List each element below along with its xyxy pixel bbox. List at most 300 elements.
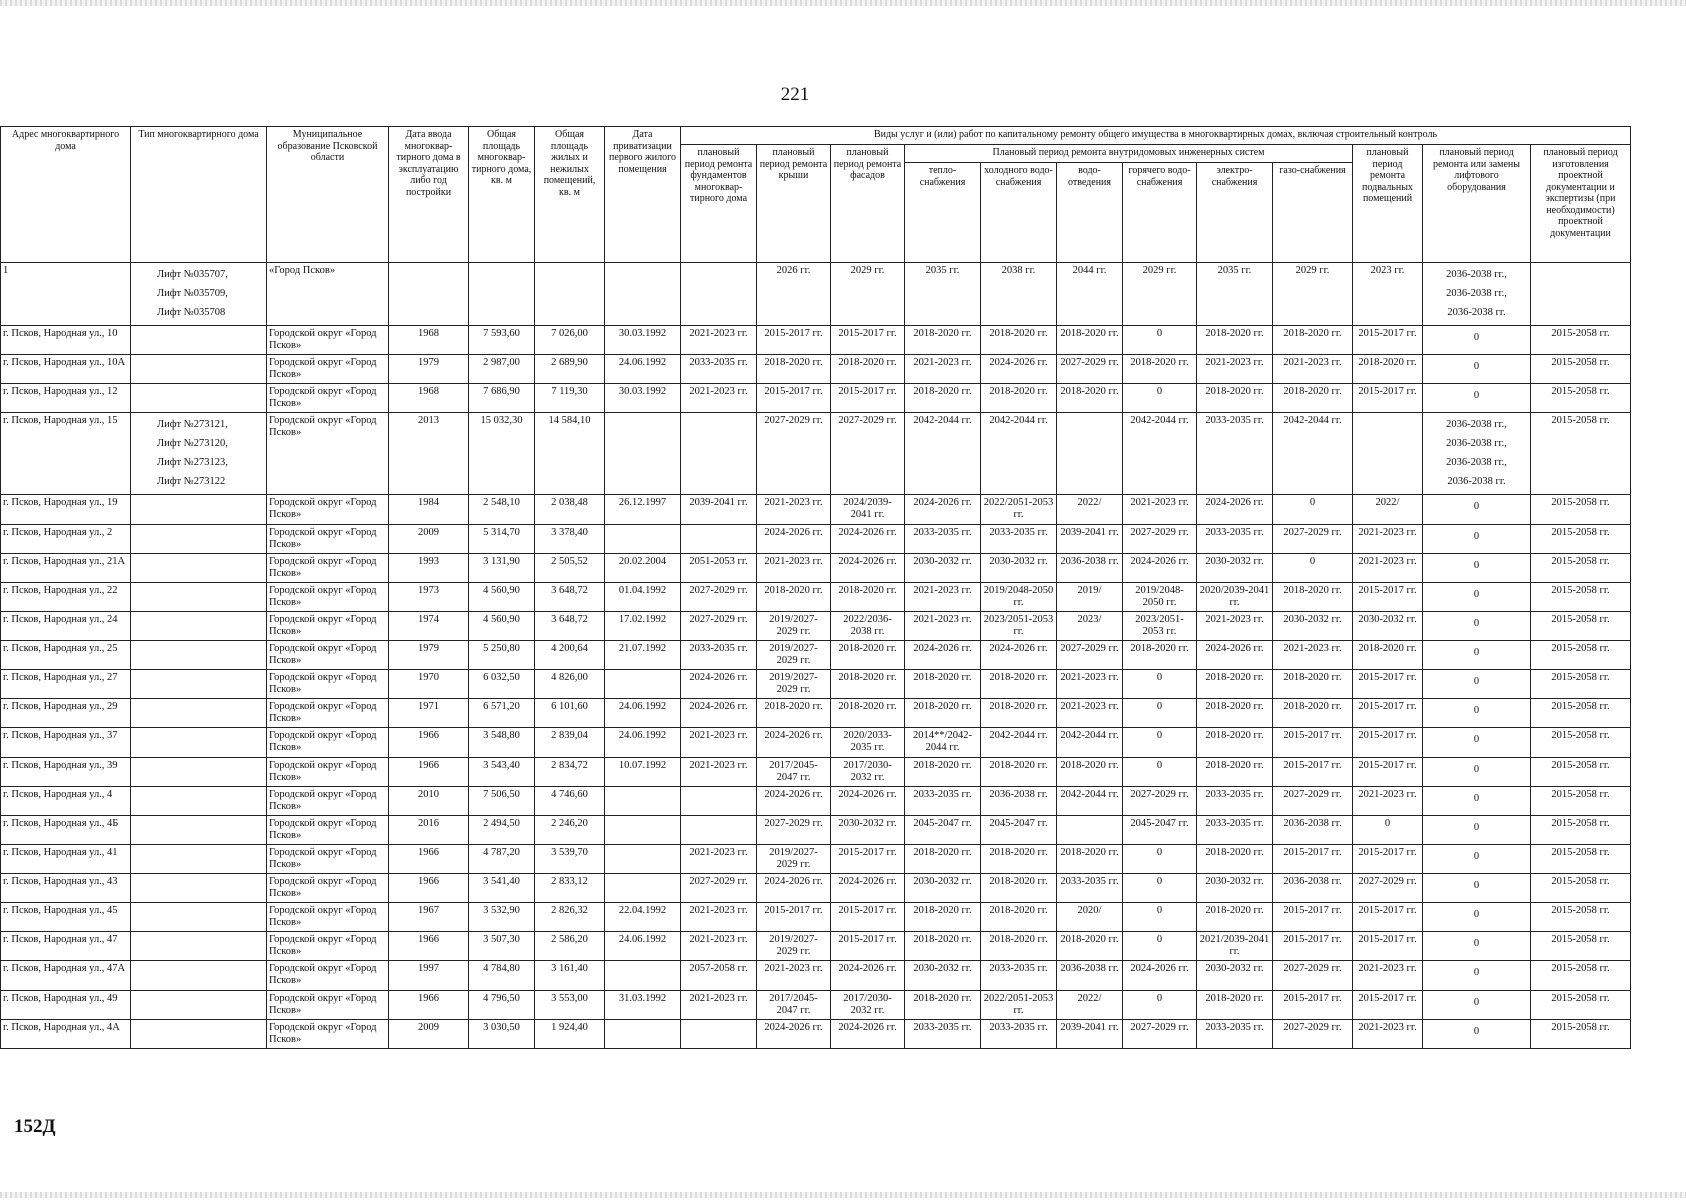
cell-docs: 2015-2058 гг. — [1531, 611, 1631, 640]
scan-edge-top — [0, 0, 1686, 6]
cell-type — [131, 413, 267, 495]
cell-elec: 2020/2039-2041 гг. — [1197, 582, 1273, 611]
cell-mun: Городской округ «Город Псков» — [267, 670, 389, 699]
cell-docs: 2015-2058 гг. — [1531, 355, 1631, 384]
table-row — [1, 728, 1631, 757]
cell-type — [131, 582, 267, 611]
cell-addr: г. Псков, Народная ул., 10 — [1, 326, 131, 355]
cell-hot: 0 — [1123, 932, 1197, 961]
cell-base: 2015-2017 гг. — [1353, 844, 1423, 873]
cell-sewer: 2036-2038 гг. — [1057, 961, 1123, 990]
elevator-period: 0 — [1473, 938, 1480, 950]
cell-elec: 2018-2020 гг. — [1197, 384, 1273, 413]
cell-total: 3 541,40 — [469, 874, 535, 903]
cell-total: 7 506,50 — [469, 786, 535, 815]
cell-year: 1979 — [389, 355, 469, 384]
cell-mun: Городской округ «Город Псков» — [267, 495, 389, 524]
cell-total: 3 131,90 — [469, 553, 535, 582]
cell-living: 3 648,72 — [535, 582, 605, 611]
cell-sewer: 2039-2041 гг. — [1057, 524, 1123, 553]
table-row — [1, 757, 1631, 786]
cell-elec: 2018-2020 гг. — [1197, 670, 1273, 699]
cell-living: 2 505,52 — [535, 553, 605, 582]
cell-cold: 2018-2020 гг. — [981, 932, 1057, 961]
cell-heat: 2030-2032 гг. — [905, 553, 981, 582]
cell-lift — [1423, 326, 1531, 355]
cell-roof: 2027-2029 гг. — [757, 815, 831, 844]
cell-found: 2021-2023 гг. — [681, 384, 757, 413]
cell-roof: 2024-2026 гг. — [757, 524, 831, 553]
cell-base: 2015-2017 гг. — [1353, 582, 1423, 611]
cell-total: 6 571,20 — [469, 699, 535, 728]
cell-elec: 2030-2032 гг. — [1197, 874, 1273, 903]
cell-facade: 2024-2026 гг. — [831, 553, 905, 582]
cell-priv — [605, 413, 681, 495]
cell-found: 2024-2026 гг. — [681, 699, 757, 728]
cell-cold: 2019/2048-2050 гг. — [981, 582, 1057, 611]
cell-elec: 2018-2020 гг. — [1197, 990, 1273, 1019]
cell-heat: 2018-2020 гг. — [905, 670, 981, 699]
cell-elec: 2033-2035 гг. — [1197, 524, 1273, 553]
cell-lift — [1423, 524, 1531, 553]
cell-living: 2 689,90 — [535, 355, 605, 384]
elevator-period: 2036-2038 гг., — [1446, 288, 1507, 299]
cell-found: 2033-2035 гг. — [681, 641, 757, 670]
cell-docs: 2015-2058 гг. — [1531, 961, 1631, 990]
cell-hot: 2029 гг. — [1123, 263, 1197, 326]
cell-type — [131, 670, 267, 699]
cell-hot: 2021-2023 гг. — [1123, 495, 1197, 524]
cell-cold: 2033-2035 гг. — [981, 1019, 1057, 1048]
cell-cold: 2033-2035 гг. — [981, 524, 1057, 553]
cell-lift — [1423, 990, 1531, 1019]
cell-lift — [1423, 413, 1531, 495]
elevator-period: 0 — [1473, 880, 1480, 891]
header-roof: плановый период ремонта крыши — [757, 145, 831, 263]
cell-found: 2021-2023 гг. — [681, 844, 757, 873]
cell-hot: 2027-2029 гг. — [1123, 524, 1197, 553]
cell-base: 2015-2017 гг. — [1353, 728, 1423, 757]
elevator-id: Лифт №035708 — [157, 307, 226, 318]
cell-base: 2015-2017 гг. — [1353, 990, 1423, 1019]
cell-cold: 2024-2026 гг. — [981, 355, 1057, 384]
elevator-period: 0 — [1473, 361, 1480, 373]
cell-lift — [1423, 611, 1531, 640]
cell-roof: 2021-2023 гг. — [757, 495, 831, 524]
cell-type — [131, 355, 267, 384]
cell-hot: 2024-2026 гг. — [1123, 553, 1197, 582]
table-row — [1, 355, 1631, 384]
cell-sewer: 2039-2041 гг. — [1057, 1019, 1123, 1048]
cell-hot: 2027-2029 гг. — [1123, 786, 1197, 815]
cell-cold: 2024-2026 гг. — [981, 641, 1057, 670]
cell-roof: 2021-2023 гг. — [757, 553, 831, 582]
cell-sewer: 2022/ — [1057, 990, 1123, 1019]
cell-hot: 0 — [1123, 757, 1197, 786]
cell-priv: 22.04.1992 — [605, 903, 681, 932]
cell-heat: 2021-2023 гг. — [905, 611, 981, 640]
cell-total: 4 560,90 — [469, 611, 535, 640]
cell-sewer: 2042-2044 гг. — [1057, 728, 1123, 757]
cell-lift — [1423, 903, 1531, 932]
cell-docs: 2015-2058 гг. — [1531, 582, 1631, 611]
scan-edge-bottom — [0, 1192, 1686, 1198]
cell-heat: 2024-2026 гг. — [905, 495, 981, 524]
cell-elec: 2030-2032 гг. — [1197, 961, 1273, 990]
cell-priv: 20.02.2004 — [605, 553, 681, 582]
cell-addr: г. Псков, Народная ул., 49 — [1, 990, 131, 1019]
cell-year: 1966 — [389, 932, 469, 961]
cell-heat: 2030-2032 гг. — [905, 874, 981, 903]
cell-docs: 2015-2058 гг. — [1531, 815, 1631, 844]
cell-year: 1966 — [389, 874, 469, 903]
cell-found: 2021-2023 гг. — [681, 903, 757, 932]
cell-cold: 2033-2035 гг. — [981, 961, 1057, 990]
cell-total: 4 784,80 — [469, 961, 535, 990]
cell-lift — [1423, 641, 1531, 670]
cell-year: 1974 — [389, 611, 469, 640]
cell-type — [131, 990, 267, 1019]
cell-mun: Городской округ «Город Псков» — [267, 903, 389, 932]
cell-elec: 2035 гг. — [1197, 263, 1273, 326]
cell-sewer: 2022/ — [1057, 495, 1123, 524]
cell-roof: 2019/2027-2029 гг. — [757, 932, 831, 961]
cell-mun: Городской округ «Город Псков» — [267, 844, 389, 873]
cell-living: 14 584,10 — [535, 413, 605, 495]
cell-gas: 2036-2038 гг. — [1273, 874, 1353, 903]
cell-year: 1971 — [389, 699, 469, 728]
table-row — [1, 874, 1631, 903]
cell-total: 3 548,80 — [469, 728, 535, 757]
cell-facade: 2018-2020 гг. — [831, 670, 905, 699]
elevator-period: 0 — [1473, 705, 1480, 717]
cell-gas: 2042-2044 гг. — [1273, 413, 1353, 495]
cell-type — [131, 932, 267, 961]
cell-mun: Городской округ «Город Псков» — [267, 582, 389, 611]
table-row — [1, 1019, 1631, 1048]
cell-year: 2009 — [389, 1019, 469, 1048]
cell-cold: 2045-2047 гг. — [981, 815, 1057, 844]
table-row — [1, 990, 1631, 1019]
cell-gas: 2015-2017 гг. — [1273, 757, 1353, 786]
cell-found: 2021-2023 гг. — [681, 990, 757, 1019]
elevator-id: Лифт №273120, — [157, 438, 228, 450]
cell-mun: Городской округ «Город Псков» — [267, 553, 389, 582]
cell-heat: 2033-2035 гг. — [905, 1019, 981, 1048]
cell-sewer: 2018-2020 гг. — [1057, 844, 1123, 873]
cell-elec: 2033-2035 гг. — [1197, 1019, 1273, 1048]
cell-sewer: 2018-2020 гг. — [1057, 326, 1123, 355]
header-municipality: Муниципальное образование Псковской области — [267, 127, 389, 263]
cell-cold: 2018-2020 гг. — [981, 670, 1057, 699]
cell-base: 2018-2020 гг. — [1353, 641, 1423, 670]
elevator-period: 0 — [1473, 1025, 1480, 1037]
cell-type — [131, 903, 267, 932]
cell-total: 6 032,50 — [469, 670, 535, 699]
header-foundation: плановый период ремонта фундаментов многоквар-тирного дома — [681, 145, 757, 263]
cell-year: 1967 — [389, 903, 469, 932]
cell-mun: «Город Псков» — [267, 263, 389, 326]
cell-addr: г. Псков, Народная ул., 41 — [1, 844, 131, 873]
cell-priv: 26.12.1997 — [605, 495, 681, 524]
cell-heat: 2045-2047 гг. — [905, 815, 981, 844]
cell-facade: 2018-2020 гг. — [831, 641, 905, 670]
cell-found: 2024-2026 гг. — [681, 670, 757, 699]
cell-found — [681, 413, 757, 495]
cell-living: 4 200,64 — [535, 641, 605, 670]
cell-gas: 2018-2020 гг. — [1273, 384, 1353, 413]
table-row — [1, 384, 1631, 413]
cell-gas: 2015-2017 гг. — [1273, 728, 1353, 757]
cell-found — [681, 815, 757, 844]
header-electric: электро-снабжения — [1197, 163, 1273, 263]
cell-found — [681, 786, 757, 815]
repair-schedule-table — [0, 126, 1631, 1049]
cell-roof: 2019/2027-2029 гг. — [757, 641, 831, 670]
cell-cold: 2018-2020 гг. — [981, 699, 1057, 728]
cell-base: 2022/ — [1353, 495, 1423, 524]
cell-hot: 0 — [1123, 903, 1197, 932]
cell-found: 2021-2023 гг. — [681, 757, 757, 786]
cell-lift — [1423, 786, 1531, 815]
cell-year: 1966 — [389, 990, 469, 1019]
cell-sewer: 2021-2023 гг. — [1057, 670, 1123, 699]
cell-priv — [605, 844, 681, 873]
cell-roof: 2017/2045-2047 гг. — [757, 990, 831, 1019]
header-docs: плановый период изготовления проектной документации и экспертизы (при необходимости) проектной документации — [1531, 145, 1631, 263]
cell-living: 3 648,72 — [535, 611, 605, 640]
cell-living — [535, 263, 605, 326]
cell-heat: 2018-2020 гг. — [905, 326, 981, 355]
cell-lift — [1423, 495, 1531, 524]
cell-hot: 2023/2051-2053 гг. — [1123, 611, 1197, 640]
cell-addr: г. Псков, Народная ул., 12 — [1, 384, 131, 413]
elevator-period: 0 — [1473, 792, 1480, 804]
cell-docs: 2015-2058 гг. — [1531, 384, 1631, 413]
cell-mun: Городской округ «Город Псков» — [267, 961, 389, 990]
cell-lift — [1423, 728, 1531, 757]
cell-facade: 2024-2026 гг. — [831, 961, 905, 990]
cell-year: 2016 — [389, 815, 469, 844]
table-row — [1, 553, 1631, 582]
elevator-period: 0 — [1473, 967, 1480, 979]
cell-total: 7 686,90 — [469, 384, 535, 413]
cell-facade: 2018-2020 гг. — [831, 355, 905, 384]
cell-base: 2021-2023 гг. — [1353, 553, 1423, 582]
cell-mun: Городской округ «Город Псков» — [267, 326, 389, 355]
cell-found — [681, 263, 757, 326]
cell-addr: г. Псков, Народная ул., 19 — [1, 495, 131, 524]
table-row — [1, 495, 1631, 524]
cell-living: 4 826,00 — [535, 670, 605, 699]
cell-base — [1353, 413, 1423, 495]
cell-mun: Городской округ «Город Псков» — [267, 1019, 389, 1048]
cell-mun: Городской округ «Город Псков» — [267, 874, 389, 903]
table-row — [1, 641, 1631, 670]
elevator-id: Лифт №273123, — [157, 457, 228, 469]
cell-priv — [605, 786, 681, 815]
cell-lift — [1423, 932, 1531, 961]
header-basement: плановый период ремонта подвальных помещений — [1353, 145, 1423, 263]
cell-type — [131, 961, 267, 990]
cell-gas: 2027-2029 гг. — [1273, 524, 1353, 553]
cell-mun: Городской округ «Город Псков» — [267, 413, 389, 495]
cell-elec: 2021/2039-2041 гг. — [1197, 932, 1273, 961]
cell-heat: 2018-2020 гг. — [905, 384, 981, 413]
cell-year: 1968 — [389, 326, 469, 355]
table-row — [1, 670, 1631, 699]
header-cold-water: холодного водо-снабжения — [981, 163, 1057, 263]
cell-roof: 2019/2027-2029 гг. — [757, 611, 831, 640]
cell-elec: 2018-2020 гг. — [1197, 326, 1273, 355]
table-row — [1, 844, 1631, 873]
cell-type — [131, 524, 267, 553]
cell-heat: 2042-2044 гг. — [905, 413, 981, 495]
cell-heat: 2021-2023 гг. — [905, 355, 981, 384]
cell-heat: 2018-2020 гг. — [905, 699, 981, 728]
elevator-id: Лифт №035707, — [157, 269, 228, 280]
table-row — [1, 413, 1631, 495]
elevator-period: 0 — [1473, 332, 1480, 343]
cell-roof: 2018-2020 гг. — [757, 699, 831, 728]
cell-lift — [1423, 699, 1531, 728]
cell-cold: 2018-2020 гг. — [981, 844, 1057, 873]
cell-roof: 2019/2027-2029 гг. — [757, 670, 831, 699]
cell-sewer: 2020/ — [1057, 903, 1123, 932]
cell-found: 2057-2058 гг. — [681, 961, 757, 990]
header-total-area: Общая площадь многоквар-тирного дома, кв. м — [469, 127, 535, 263]
cell-total: 4 560,90 — [469, 582, 535, 611]
cell-facade: 2017/2030-2032 гг. — [831, 757, 905, 786]
cell-cold: 2018-2020 гг. — [981, 903, 1057, 932]
cell-found: 2033-2035 гг. — [681, 355, 757, 384]
cell-facade: 2024-2026 гг. — [831, 1019, 905, 1048]
header-type: Тип многоквартирного дома — [131, 127, 267, 263]
cell-year: 1979 — [389, 641, 469, 670]
header-sewer: водо-отведения — [1057, 163, 1123, 263]
table-body — [1, 263, 1631, 1049]
cell-mun: Городской округ «Город Псков» — [267, 641, 389, 670]
cell-type — [131, 641, 267, 670]
cell-sewer: 2027-2029 гг. — [1057, 355, 1123, 384]
cell-roof: 2015-2017 гг. — [757, 384, 831, 413]
cell-facade: 2030-2032 гг. — [831, 815, 905, 844]
cell-year: 2010 — [389, 786, 469, 815]
elevator-id: Лифт №273121, — [157, 419, 228, 431]
cell-found: 2039-2041 гг. — [681, 495, 757, 524]
cell-total: 3 543,40 — [469, 757, 535, 786]
cell-gas: 2015-2017 гг. — [1273, 932, 1353, 961]
elevator-period: 2036-2038 гг., — [1446, 419, 1507, 431]
header-address: Адрес многоквартирного дома — [1, 127, 131, 263]
cell-base: 2023 гг. — [1353, 263, 1423, 326]
cell-docs: 2015-2058 гг. — [1531, 728, 1631, 757]
cell-addr: г. Псков, Народная ул., 15 — [1, 413, 131, 495]
cell-elec: 2018-2020 гг. — [1197, 903, 1273, 932]
cell-facade: 2018-2020 гг. — [831, 582, 905, 611]
cell-living: 2 839,04 — [535, 728, 605, 757]
cell-sewer: 2019/ — [1057, 582, 1123, 611]
cell-gas: 2021-2023 гг. — [1273, 641, 1353, 670]
cell-addr: г. Псков, Народная ул., 24 — [1, 611, 131, 640]
cell-docs: 2015-2058 гг. — [1531, 932, 1631, 961]
header-works-group: Виды услуг и (или) работ по капитальному ремонту общего имущества в многоквартирных домах, включая строительный контроль — [681, 127, 1631, 145]
cell-lift — [1423, 582, 1531, 611]
cell-gas: 2018-2020 гг. — [1273, 582, 1353, 611]
cell-year: 1966 — [389, 844, 469, 873]
cell-docs: 2015-2058 гг. — [1531, 641, 1631, 670]
header-year: Дата ввода многоквар-тирного дома в эксплуатацию либо год постройки — [389, 127, 469, 263]
cell-total: 2 494,50 — [469, 815, 535, 844]
table-container — [0, 126, 1631, 1049]
cell-living: 3 378,40 — [535, 524, 605, 553]
cell-addr: г. Псков, Народная ул., 4А — [1, 1019, 131, 1048]
cell-total: 15 032,30 — [469, 413, 535, 495]
cell-found: 2027-2029 гг. — [681, 611, 757, 640]
header-hot-water: горячего водо-снабжения — [1123, 163, 1197, 263]
cell-priv: 10.07.1992 — [605, 757, 681, 786]
elevator-period: 0 — [1473, 501, 1480, 513]
cell-addr: г. Псков, Народная ул., 22 — [1, 582, 131, 611]
cell-type — [131, 757, 267, 786]
cell-total: 4 787,20 — [469, 844, 535, 873]
cell-type — [131, 384, 267, 413]
cell-facade: 2015-2017 гг. — [831, 384, 905, 413]
cell-hot: 0 — [1123, 990, 1197, 1019]
cell-type — [131, 553, 267, 582]
header-systems-group: Плановый период ремонта внутридомовых инженерных систем — [905, 145, 1353, 163]
cell-roof: 2018-2020 гг. — [757, 355, 831, 384]
cell-priv: 30.03.1992 — [605, 384, 681, 413]
cell-found: 2021-2023 гг. — [681, 326, 757, 355]
cell-type — [131, 815, 267, 844]
cell-cold: 2023/2051-2053 гг. — [981, 611, 1057, 640]
cell-hot: 0 — [1123, 326, 1197, 355]
elevator-period: 2036-2038 гг., — [1446, 269, 1507, 280]
cell-type — [131, 495, 267, 524]
cell-lift — [1423, 263, 1531, 326]
cell-total: 3 507,30 — [469, 932, 535, 961]
cell-sewer: 2018-2020 гг. — [1057, 757, 1123, 786]
cell-living: 2 246,20 — [535, 815, 605, 844]
cell-living: 4 746,60 — [535, 786, 605, 815]
cell-facade: 2018-2020 гг. — [831, 699, 905, 728]
elevator-period: 0 — [1473, 617, 1480, 629]
cell-heat: 2018-2020 гг. — [905, 990, 981, 1019]
cell-priv: 17.02.1992 — [605, 611, 681, 640]
cell-addr: г. Псков, Народная ул., 29 — [1, 699, 131, 728]
cell-docs: 2015-2058 гг. — [1531, 786, 1631, 815]
cell-total: 5 250,80 — [469, 641, 535, 670]
table-row — [1, 903, 1631, 932]
cell-lift — [1423, 961, 1531, 990]
cell-total — [469, 263, 535, 326]
cell-type — [131, 844, 267, 873]
cell-living: 3 553,00 — [535, 990, 605, 1019]
elevator-period: 0 — [1473, 763, 1480, 775]
cell-gas: 2027-2029 гг. — [1273, 786, 1353, 815]
cell-facade: 2024/2039-2041 гг. — [831, 495, 905, 524]
cell-total: 3 532,90 — [469, 903, 535, 932]
cell-year: 1970 — [389, 670, 469, 699]
cell-roof: 2024-2026 гг. — [757, 1019, 831, 1048]
cell-facade: 2017/2030-2032 гг. — [831, 990, 905, 1019]
cell-facade: 2015-2017 гг. — [831, 326, 905, 355]
cell-year: 1966 — [389, 757, 469, 786]
cell-lift — [1423, 874, 1531, 903]
cell-found: 2021-2023 гг. — [681, 932, 757, 961]
cell-facade: 2015-2017 гг. — [831, 932, 905, 961]
